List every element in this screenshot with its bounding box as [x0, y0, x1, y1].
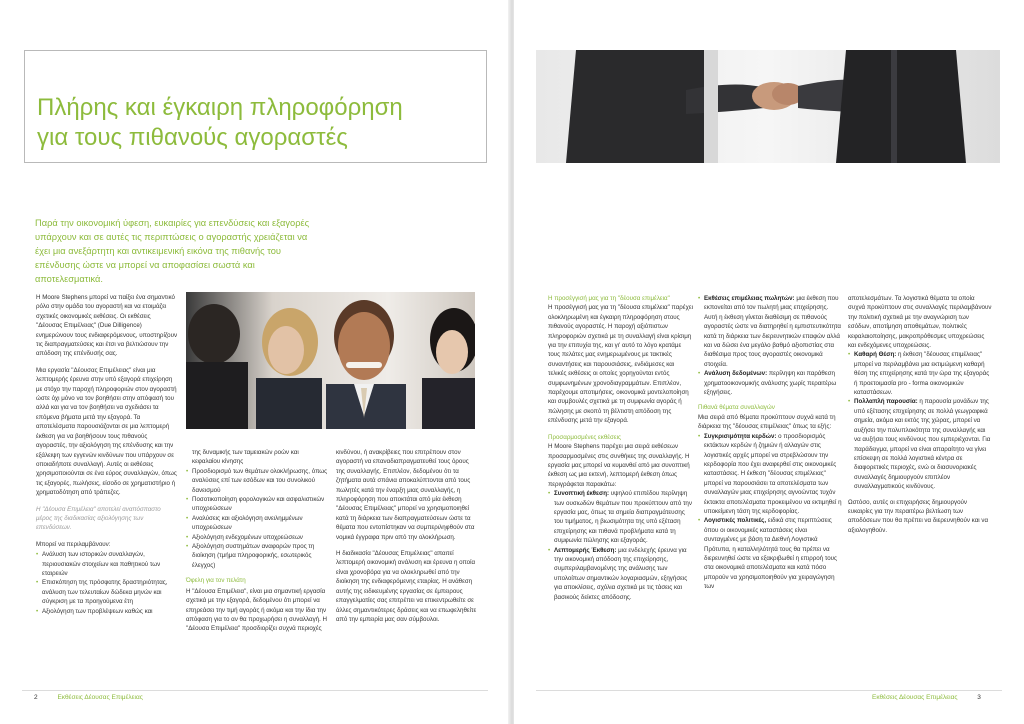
- list-item: • Προσδιορισμό των θεμάτων ολοκλήρωσης, όπως αναλύσεις επί των εσόδων και του συνολικού δανεισμού: [186, 467, 328, 495]
- list-item-term: Καθαρή Θέση:: [854, 351, 897, 359]
- paragraph: Η Moore Stephens παρέχει μια σειρά εκθέσεων προσαρμοσμένες στις συνθήκες της συναλλαγής. Η εργασία μας μπορεί να κυμανθεί από μια συνοπτική έκθεση ως μια εκτενή, λεπτομερή έκθεση όπως περιγράφεται παρακάτω:: [548, 443, 690, 488]
- list-item: [848, 350, 993, 397]
- section-heading: Η προσέγγισή μας για τη "δέουσα επιμέλεια": [548, 295, 670, 302]
- left-column-3: [336, 448, 478, 631]
- list-item: • Επισκόπηση της πρόσφατης δραστηριότητας, ανάλυση των τελευταίων δώδεκα μηνών και σύγκριση με τα προηγούμενα έτη: [36, 578, 178, 606]
- paragraph: Η Moore Stephens μπορεί να παίξει ένα σημαντικό ρόλο στην ομάδα του αγοραστή και να ετοιμάζει σχετικές οικονομικές εκθέσεις. Οι εκθέσεις "Δέουσας Επιμέλειας" (Due Dilligence) ενημερώνουν τους ενδιαφερόμενους, υποστηρίζουν τις διαπραγματεύσεις και έτσι να βελτιώσουν την απόδοση της επένδυσής σας.: [36, 294, 178, 358]
- section-heading: Προσαρμοσμένες εκθέσεις: [548, 433, 621, 441]
- right-column-2: [698, 294, 843, 598]
- paragraph: Μια εργασία "Δέουσας Επιμέλειας" είναι μια λεπτομερής έρευνα στην υπό εξαγορά επιχείρηση με στόχο την παροχή πληροφοριών στον αγοραστή ώστε όχι μόνο να τον βοηθήσει στην απόφασή του αλλά και για να τον βοηθήσει να σχεδιάσει τα επόμενα βήματα μετά την εξαγορά. Τα αποτελέσματα παρουσιάζονται σε μια λεπτομερή έκθεση για να βοηθήσουν τους πιθανούς αγοραστές, την αξιολόγηση της επένδυσης και την εξάλειψη των εγγενών κινδύνων που υπάρχουν σε οποιαδήποτε συναλλαγή. Αυτές οι εκθέσεις χρησιμοποιούνται σε ένα εύρος συναλλαγών, όπως τις εξαγορές, πωλήσεις, είσοδο σε χρηματιστήριο ή χρηματοδότηση από τράπεζες.: [36, 366, 177, 497]
- list-item: • Ανάλυση των ιστορικών συναλλαγών, περιουσιακών στοιχείων και παθητικού των εταιρειών: [36, 550, 178, 578]
- section-heading: Όφελη για τον πελάτη: [186, 577, 246, 585]
- list-item-text: μια έκθεση που εκπονείται από τον πωλητή μιας επιχείρησης. Αυτή η έκθεση γίνεται διαθέσιμη σε πιθανούς αγοραστές ώστε να διατηρηθεί η εμπιστευτικότητα κατά τη διάρκεια των διερευνητικών επαφών αλλά και να δώσει ένα μεγάλο βαθμό αξιοπιστίας στα διαθέσιμα προς τους αγοραστές οικονομικά στοιχεία.: [704, 295, 841, 368]
- list-item: [698, 294, 843, 369]
- section-heading: Πιθανά θέματα συναλλαγών: [698, 404, 775, 412]
- paragraph: αποτελεσμάτων. Τα λογιστικά θέματα τα οποία συχνά προκύπτουν στις συναλλαγές περιλαμβάνουν την πολιτική σχετικά με την αναγνώριση των εσόδων, απoτίμηση αποθεμάτων, πολιτικές κεφαλαιοποίησης, μακροπρόθεσμες υποχρεώσεις και ενδεχόμενες υποχρεώσεις.: [848, 295, 992, 350]
- list-item-text: η έκθεση "δέουσας επιμέλειας" μπορεί να περιλαμβάνει μια εκτιμώμενη καθαρή θέση της επιχείρησης κατά την ώρα της εξαγοράς ή προετοιμασία pro - forma οικονομικών καταστάσεων.: [854, 351, 990, 397]
- list-item-term: Εκθέσεις επιμέλειας πωλητών:: [704, 295, 795, 302]
- paragraph: κινδύνου, ή ανακρίβειες που επιτρέπουν στον αγοραστή να επαναδιαπραγματευθεί τους όρους της συναλλαγής. Επιπλέον, δεδομένου ότι τα ζητήματα αυτά σπάνια αποκαλύπτονται από τους πωλητές κατά την έναρξη μιας συναλλαγής, η πληροφόρηση που αποκτάται από μία έκθεση "Δέουσας Επιμέλειας" μπορεί να χρησιμοποιηθεί κατά τη διάρκεια των διαπραγματεύσεων ώστε τα θέματα που εντοπίστηκαν να συμπεριληφθούν στα νομικά έγγραφα πριν από την ολοκλήρωση.: [336, 449, 475, 541]
- people-illustration: [186, 292, 475, 429]
- page-title: [37, 93, 477, 153]
- list-item: • Αναλύσεις και αξιολόγηση ανειλημμένων υποχρεώσεων: [186, 514, 328, 533]
- paragraph: Μια σειρά από θέματα προκύπτουν συχνά κατά τη διάρκεια της "δέουσας επιμέλειας" όπως τα εξής:: [698, 413, 836, 431]
- list-item: • Αξιολόγηση ενδεχομένων υποχρεώσεων: [186, 533, 328, 542]
- paragraph: Η προσέγγισή μας για τη "δέουσα επιμέλεια" παρέχει ολοκληρωμένη και έγκαιρη πληροφόρηση στους πιθανούς αγοραστές. Η παροχή αξιόπιστων πληροφοριών σχετικά με τη συναλλαγή είναι κρίσιμη για την επιτυχία της, και γι' αυτό το λόγο κρατάμε τους πελάτες μας ενημερωμένους με τακτικές συναντήσεις και παρουσιάσεις, ενδιάμεσες και τελικές εκθέσεις οι οποίες χορηγούνται εντός συμφωνημένων χρονοδιαγραμμάτων. Επιπλέον, παρέχουμε αποτιμήσεις, οικονομικά μοντελοποίηση και συμβουλές σχετικά με τη συμφωνία αγοράς ή πώλησης με σκοπό τη βέλτιστη απόδοση της επένδυσης μετά την εξαγορά.: [548, 304, 693, 425]
- handshake-illustration: [536, 50, 1000, 163]
- list-item: [548, 489, 693, 545]
- right-column-1: [548, 294, 693, 608]
- list-item: • Ποσοτικοποίηση φορολογικών και ασφαλιστικών υποχρεώσεων: [186, 495, 328, 514]
- left-column-2: [186, 448, 328, 641]
- page-number: 3: [977, 694, 981, 701]
- footer-rule: [22, 690, 488, 691]
- list-item-term: Συγκρισιμότητα κερδών:: [704, 432, 777, 440]
- list-item-text: ο προσδιορισμός εκτάκτων κερδών ή ζημιών ή αλλαγών στις λογιστικές αρχές μπορεί να στρεβλώσουν την κερδοφορία που έχει αναφερθεί στις οικονομικές καταστάσεις. Η έκθεση "δέουσας επιμέλειας" μπορεί να παρουσιάσει τα αποτελέσματα των συναλλαγών μιας επιχείρησης αγνοώντας τυχόν έκτακτα αποτελέσματα προκειμένου να εκτιμηθεί η υποκείμενη τάση της κερδοφορίας.: [704, 432, 842, 515]
- list-item-text: υψηλού επιπέδου περίληψη των ουσιωδών θεμάτων που προκύπτουν από την εργασία μας, όπως τα σημεία διαπραγμάτευσης του τιμήματος, η βιωσιμότητα της υπό εξέταση επιχείρησης και πιθανά προβλήματα κατά τη συμφωνία πώλησης και εξαγοράς.: [554, 490, 692, 545]
- business-people-photo: [186, 292, 475, 429]
- list-item: [848, 397, 993, 491]
- footer-label: Εκθέσεις Δέουσας Επιμέλειας: [872, 694, 958, 701]
- bullet-list: [698, 432, 843, 592]
- list-item-term: Συνοπτική έκθεση:: [554, 490, 610, 498]
- list-item-text: η παρουσία μονάδων της υπό εξέτασης επιχείρησης σε πολλά γεωγραφικά σημεία, ακόμα και εκτός της χώρας, μπορεί να αυξήσει την πολυπλοκότητα της συναλλαγής και να αυξήσει τους κινδύνους που εμπεριέχονται. Για παράδειγμα, μπορεί να είναι απαραίτητο να γίνει επίσκεψη σε πολλά λογιστικά κέντρα σε διαφορετικές περιοχές, ενώ οι διασυνοριακές συναλλαγές δημιουργούν επιπλέον συναλλαγματικούς κινδύνους.: [854, 398, 991, 491]
- handshake-photo: [536, 50, 1000, 163]
- paragraph: Η διαδικασία "Δέουσας Επιμέλειας" απαιτεί λεπτομερή οικονομική ανάλυση και έρευνα η οποία είναι χρονοβόρα για να ολοκληρωθεί από την διοίκηση της ενδιαφερόμενης εταιρίας. Η ανάθεση αυτής της ειδικευμένης εργασίας σε έμπειρους επαγγελματίες σας επιτρέπει να επικεντρωθείτε σε άλλες σημαντικότερες δράσεις και να επωφεληθείτε από την εμπειρία μας σαν σύμβουλοι.: [336, 550, 477, 623]
- bullet-list: [36, 550, 178, 616]
- list-item: • Αξιολόγηση των προβλέψεων καθώς και: [36, 607, 178, 616]
- left-page: [0, 0, 510, 724]
- paragraph: της δυναμικής των ταμειακών ροών και κεφαλαίου κίνησης: [192, 449, 299, 466]
- footer-rule: [536, 690, 1002, 691]
- page-number: 2: [34, 694, 38, 701]
- list-item: [698, 432, 843, 517]
- list-item-term: Λογιστικές πολιτικές,: [704, 517, 767, 525]
- list-item-text: μια ενδελεχής έρευνα για την οικονομική απόδοση της επιχείρησης, συμπεριλαμβανομένης της ανάλυσης των υπολοίπων σημαντικών λογαριασμών, εξηγήσεις για αποκλίσεις, σχόλια σχετικά με τις τάσεις και βασικούς δείκτες απόδοσης.: [554, 546, 688, 601]
- footer: [872, 694, 981, 701]
- list-item: [698, 369, 843, 397]
- bullet-list: [698, 294, 843, 397]
- footer-label: Εκθέσεις Δέουσας Επιμέλειας: [57, 694, 143, 701]
- lead-paragraph: Παρά την οικονομική ύφεση, ευκαιρίες για επενδύσεις και εξαγορές υπάρχουν και σε αυτές τις περιπτώσεις ο αγοραστής χρειάζεται να έχει μια ανεξάρτητη και αντικειμενική εικόνα της πιθανής του επένδυσης ώστε να μπορεί να αποφασίσει σωστά και αποτελεσματικά.: [35, 218, 310, 284]
- title-box: [24, 50, 487, 163]
- paragraph: Ωστόσο, αυτές οι επιχειρήσεις δημιουργούν ευκαιρίες για την περαιτέρω βελτίωση των αποδόσεων που θα πρέπει να διερευνηθούν και να αξιολογηθούν.: [848, 498, 989, 534]
- list-item: [698, 516, 843, 591]
- bullet-list: [548, 489, 693, 602]
- list-item-term: Πολλαπλή παρουσία:: [854, 398, 918, 406]
- right-column-3: [848, 294, 993, 542]
- left-column-1: [36, 293, 178, 622]
- pull-quote: Η "Δέουσα Επιμέλεια" αποτελεί αναπόσπαστο μέρος της διαδικασίας αξιολόγησης των επενδύσεων.: [36, 505, 161, 532]
- title-line-2: για τους πιθανούς αγοραστές: [37, 124, 348, 151]
- list-item: [548, 546, 693, 602]
- paragraph: Η "Δέουσα Επιμέλεια", είναι μια σημαντική εργασία σχετικά με την εξαγορά, δεδομένου ότι μπορεί να επηρεάσει την τιμή αγοράς ή ακόμα και την ίδια την απόφαση για το αν θα προχωρήσει η συναλλαγή. Η "Δέουσα Επιμέλεια" προσδιορίζει συχνά περιοχές: [186, 587, 328, 633]
- list-item: • Αξιολόγηση συστημάτων αναφορών προς τη διοίκηση (τμήμα πληροφορικής, εσωτερικός έλεγχος): [186, 542, 328, 570]
- footer: [34, 694, 143, 701]
- list-item-term: Ανάλυση δεδομένων:: [704, 370, 768, 378]
- title-line-1: Πλήρης και έγκαιρη πληροφόρηση: [37, 94, 403, 121]
- right-page: [514, 0, 1024, 724]
- bullet-list: [848, 350, 993, 491]
- bullet-list: [186, 467, 328, 570]
- list-item-text: ειδικά στις περιπτώσεις όπου οι οικονομικές καταστάσεις είναι συνταγμένες με βάση τα Διεθνή Λογιστικά Πρότυπα, η καταλληλότητά τους θα πρέπει να διερευνηθεί ώστε να εξακριβωθεί η επιρροή τους στα οικονομικά αποτελέσματα και κατά πόσο μπορούν να χρησιμοποιηθούν για χειραγώγηση των: [704, 517, 838, 591]
- paragraph: Μπορεί να περιλαμβάνουν:: [36, 540, 111, 548]
- list-item-text: περίληψη και παράθεση χρηματοοικονομικής ανάλυσης χωρίς περαιτέρω εξηγήσεις.: [704, 370, 837, 397]
- list-item-term: Λεπτομερής Έκθεση:: [554, 546, 617, 554]
